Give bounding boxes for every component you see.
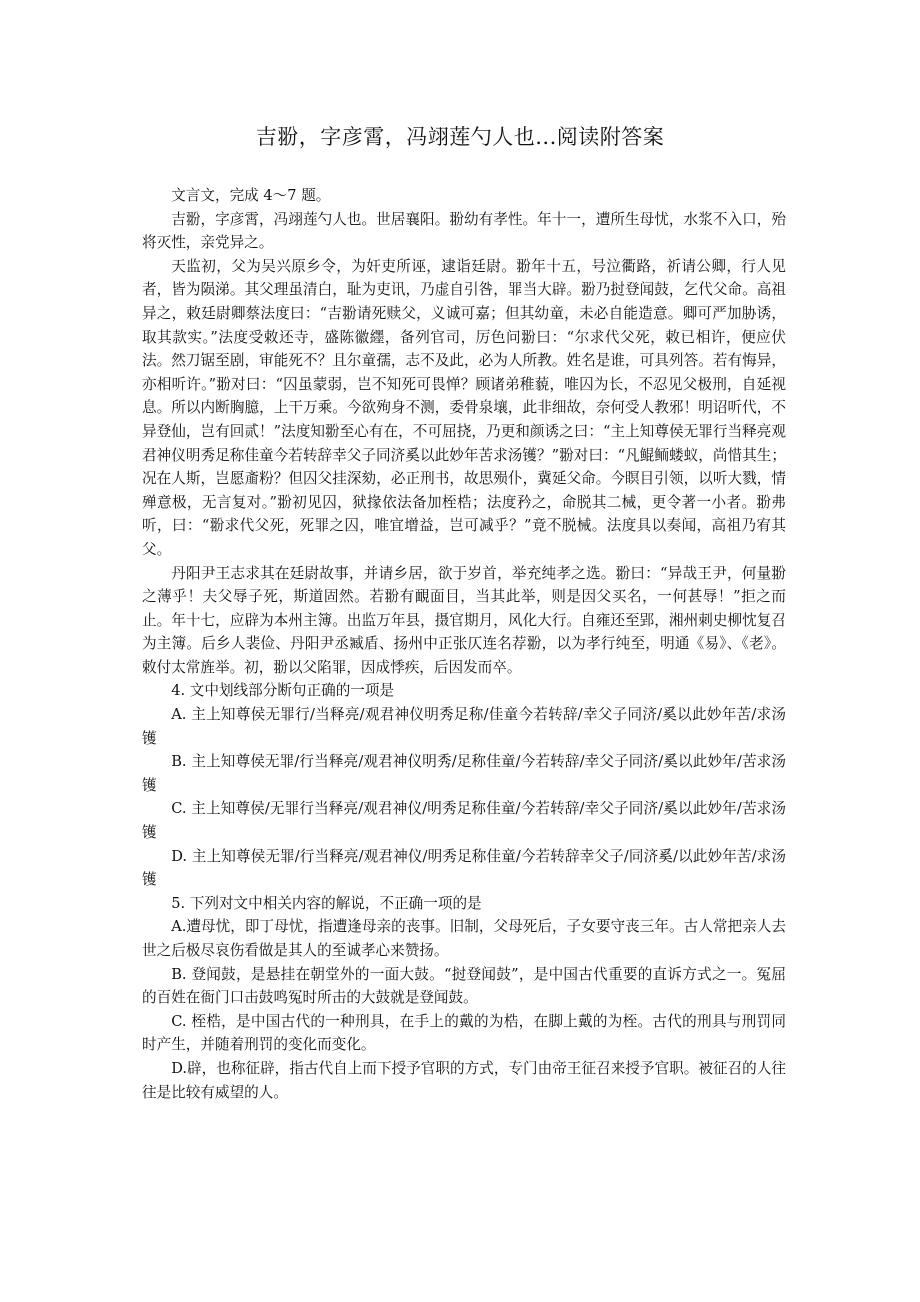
instruction-paragraph: 文言文，完成 4～7 题。 [171, 187, 331, 204]
document-title: 吉翂，字彦霄，冯翊莲勺人也...阅读附答案 [255, 125, 665, 149]
question-5-option-b: B. 登闻鼓，是悬挂在朝堂外的一面大鼓。“挝登闻鼓”，是中国古代重要的直诉方式之一。冤屈的百姓在衙门口击鼓鸣冤时所击的大鼓就是登闻鼓。 [142, 965, 786, 1007]
question-4-option-a: A. 主上知尊侯无罪行/当释亮/观君神仪明秀足称/佳童今若转辞/幸父子同济/奚以此妙年苦/求汤镬 [142, 706, 786, 747]
question-5-option-a: A.遭母忧，即丁母忧，指遭逢母亲的丧事。旧制，父母死后，子女要守丧三年。古人常把亲人去世之后极尽哀伤看做是其人的至诚孝心来赞扬。 [142, 918, 786, 959]
question-4-option-b: B. 主上知尊侯无罪/行当释亮/观君神仪明秀/足称佳童/今若转辞/幸父子同济/奚以此妙年/苦求汤镬 [142, 753, 786, 794]
question-4-option-d: D. 主上知尊侯无罪/行当释亮/观君神仪/明秀足称佳童/今若转辞幸父子/同济奚/以此妙年苦/求汤镬 [142, 847, 786, 889]
document-body [142, 184, 786, 1104]
question-5-option-d: D.辟，也称征辟，指古代自上而下授予官职的方式，专门由帝王征召来授予官职。被征召的人往往是比较有威望的人。 [142, 1059, 786, 1101]
question-5: 5. 下列对文中相关内容的解说，不正确一项的是 [171, 894, 482, 912]
text-paragraph-2: 天监初，父为吴兴原乡令，为奸吏所诬，逮诣廷尉。翂年十五，号泣衢路，祈请公卿，行人见者，皆为陨涕。其父理虽清白，耻为吏讯，乃虚自引咎，罪当大辟。翂乃挝登闻鼓，乞代父命。高祖异之，敕廷尉卿蔡法度曰：“吉翂请死赎父，义诚可嘉；但其幼童，未必自能造意。卿可严加胁诱，取其款实。”法度受敕还寺，盛陈徽纆，备列官司，厉色问翂曰：“尔求代父死，敕已相许，便应伏法。然刀锯至剧，审能死不？且尔童孺，志不及此，必为人所教。姓名是谁，可具列答。若有悔异，亦相听许。”翂对曰：“囚虽蒙弱，岂不知死可畏惮？顾诸弟稚藐，唯囚为长，不忍见父极刑，自延视息。所以内断胸臆，上干万乘。今欲殉身不测，委骨泉壤，此非细故，奈何受人教邪！明诏听代，不异登仙，岂有回贰！”法度知翂至心有在，不可屈挠，乃更和颜诱之曰：“主上知尊侯无罪行当释亮观君神仪明秀足称佳童今若转辞幸父子同济奚以此妙年苦求汤镬？”翂对曰：“凡鲲鲕蝼蚁，尚惜其生；况在人斯，岂愿齑粉？但囚父挂深劾，必正刑书，故思殒仆，冀延父命。今瞑目引领，以听大戮，情殚意极，无言复对。”翂初见囚，狱掾依法备加桎梏；法度矜之，命脱其二械，更令著一小者。翂弗听，曰：“翂求代父死，死罪之囚，唯宜增益，岂可减乎？”竟不脱械。法度具以奏闻，高祖乃宥其父。 [142, 257, 786, 558]
text-paragraph-3: 丹阳尹王志求其在廷尉故事，并请乡居，欲于岁首，举充纯孝之选。翂曰：“异哉王尹，何量翂之薄乎！夫父辱子死，斯道固然。若翂有靦面目，当其此举，则是因父买名，一何甚辱！”拒之而止。年十七，应辟为本州主簿。出监万年县，摄官期月，风化大行。自雍还至郢，湘州刺史柳忱复召为主簿。后乡人裴俭、丹阳尹丞臧盾、扬州中正张仄连名荐翂，以为孝行纯至，明通《易》、《老》。敕付太常旌举。初，翂以父陷罪，因成悸疾，后因发而卒。 [142, 564, 786, 676]
text-paragraph-1: 吉翂，字彦霄，冯翊莲勺人也。世居襄阳。翂幼有孝性。年十一，遭所生母忧，水浆不入口，殆将灭性，亲党异之。 [142, 210, 786, 252]
question-4-option-c: C. 主上知尊侯/无罪行当释亮/观君神仪/明秀足称佳童/今若转辞/幸父子同济/奚以此妙年/苦求汤镬 [142, 800, 786, 842]
question-4: 4. 文中划线部分断句正确的一项是 [171, 682, 395, 700]
question-5-option-c: C. 桎梏，是中国古代的一种刑具，在手上的戴的为梏，在脚上戴的为桎。古代的刑具与刑罚同时产生，并随着刑罚的变化而变化。 [142, 1012, 786, 1054]
